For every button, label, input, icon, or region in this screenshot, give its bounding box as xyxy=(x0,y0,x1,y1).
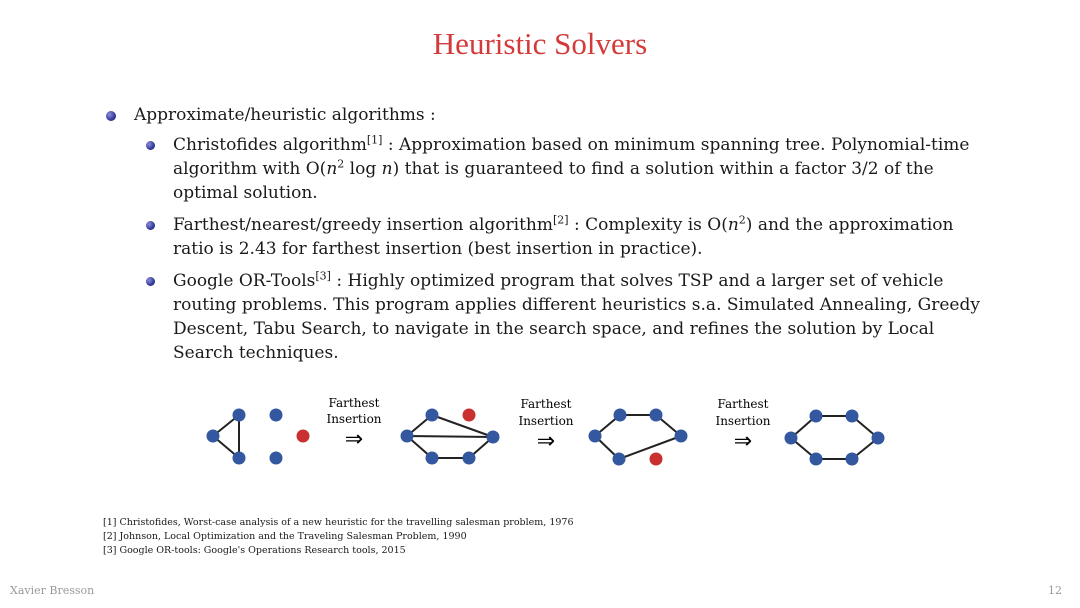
node xyxy=(810,410,823,423)
tour-edge xyxy=(619,436,681,459)
graph-step-1 xyxy=(207,409,310,465)
footer-author: Xavier Bresson xyxy=(10,584,95,597)
node xyxy=(872,432,885,445)
node xyxy=(270,452,283,465)
node xyxy=(589,430,602,443)
tour-edge xyxy=(432,415,493,437)
node xyxy=(233,452,246,465)
implies-arrow-icon: ⇒ xyxy=(344,427,364,452)
node xyxy=(487,431,500,444)
sub-bullet-list xyxy=(104,133,1004,365)
sub-bullet-insertion: Farthest/nearest/greedy insertion algorithm[2] : Complexity is $O(n^2)$ and the approximation ratio is 2.43 for farthest insertion (best insertion in practice). xyxy=(144,213,993,261)
bullet-icon xyxy=(146,221,155,230)
node xyxy=(233,409,246,422)
graph-step-3 xyxy=(589,409,688,466)
node xyxy=(846,410,859,423)
step-label-line1: Farthest xyxy=(328,396,380,410)
step-label-line2: Insertion xyxy=(518,414,574,428)
sub-bullet-ortools: Google OR-Tools[3] : Highly optimized program that solves TSP and a larger set of vehicle routing problems. This program applies different heuristics s.a. Simulated Annealing, Greedy Descent, Tabu Search, to navigate in the search space, and refines the solution by Local Search techniques. xyxy=(144,269,993,365)
main-bullet xyxy=(104,103,1004,127)
implies-arrow-icon: ⇒ xyxy=(733,429,753,454)
reference-item: [1] Christofides, Worst-case analysis of a new heuristic for the travelling salesman problem, 1976 xyxy=(103,517,574,528)
step-arrow-3 xyxy=(715,397,770,454)
node xyxy=(463,452,476,465)
citation-ref: [3] xyxy=(315,269,331,283)
graph-step-4 xyxy=(785,410,885,466)
graph-step-2 xyxy=(401,409,500,465)
reference-item: [2] Johnson, Local Optimization and the Traveling Salesman Problem, 1990 xyxy=(103,531,467,542)
node xyxy=(270,409,283,422)
step-arrow-2 xyxy=(518,397,573,454)
new-node xyxy=(297,430,310,443)
node xyxy=(614,409,627,422)
bullet-icon xyxy=(146,277,155,286)
node xyxy=(650,409,663,422)
new-node xyxy=(463,409,476,422)
bullet-icon xyxy=(106,111,116,121)
step-label-line2: Insertion xyxy=(326,412,382,426)
node xyxy=(810,453,823,466)
reference-item: [3] Google OR-tools: Google's Operations Research tools, 2015 xyxy=(103,545,406,556)
main-bullet-text: Approximate/heuristic algorithms : xyxy=(134,105,436,125)
bullet-list xyxy=(104,103,1004,373)
bullet-icon xyxy=(146,141,155,150)
node xyxy=(426,409,439,422)
node xyxy=(426,452,439,465)
node xyxy=(675,430,688,443)
farthest-insertion-diagram xyxy=(190,388,910,488)
slide-title: Heuristic Solvers xyxy=(432,26,648,61)
citation-ref: [2] xyxy=(552,213,569,227)
step-label-line1: Farthest xyxy=(717,397,769,411)
references xyxy=(103,516,574,558)
new-node xyxy=(650,453,663,466)
sub-bullet-christofides: Christofides algorithm[1] : Approximation based on minimum spanning tree. Polynomial-time algorithm with $O(n^2$ log n) that is guaranteed to find a solution within a factor 3/2 of the optimal solution. xyxy=(144,133,993,205)
node xyxy=(846,453,859,466)
node xyxy=(613,453,626,466)
page-number: 12 xyxy=(1048,584,1062,597)
step-label-line2: Insertion xyxy=(715,414,771,428)
citation-ref: [1] xyxy=(366,133,383,147)
node xyxy=(401,430,414,443)
tour-edge xyxy=(407,436,493,437)
step-label-line1: Farthest xyxy=(520,397,572,411)
step-arrow-1 xyxy=(326,396,381,452)
node xyxy=(207,430,220,443)
node xyxy=(785,432,798,445)
implies-arrow-icon: ⇒ xyxy=(536,429,556,454)
